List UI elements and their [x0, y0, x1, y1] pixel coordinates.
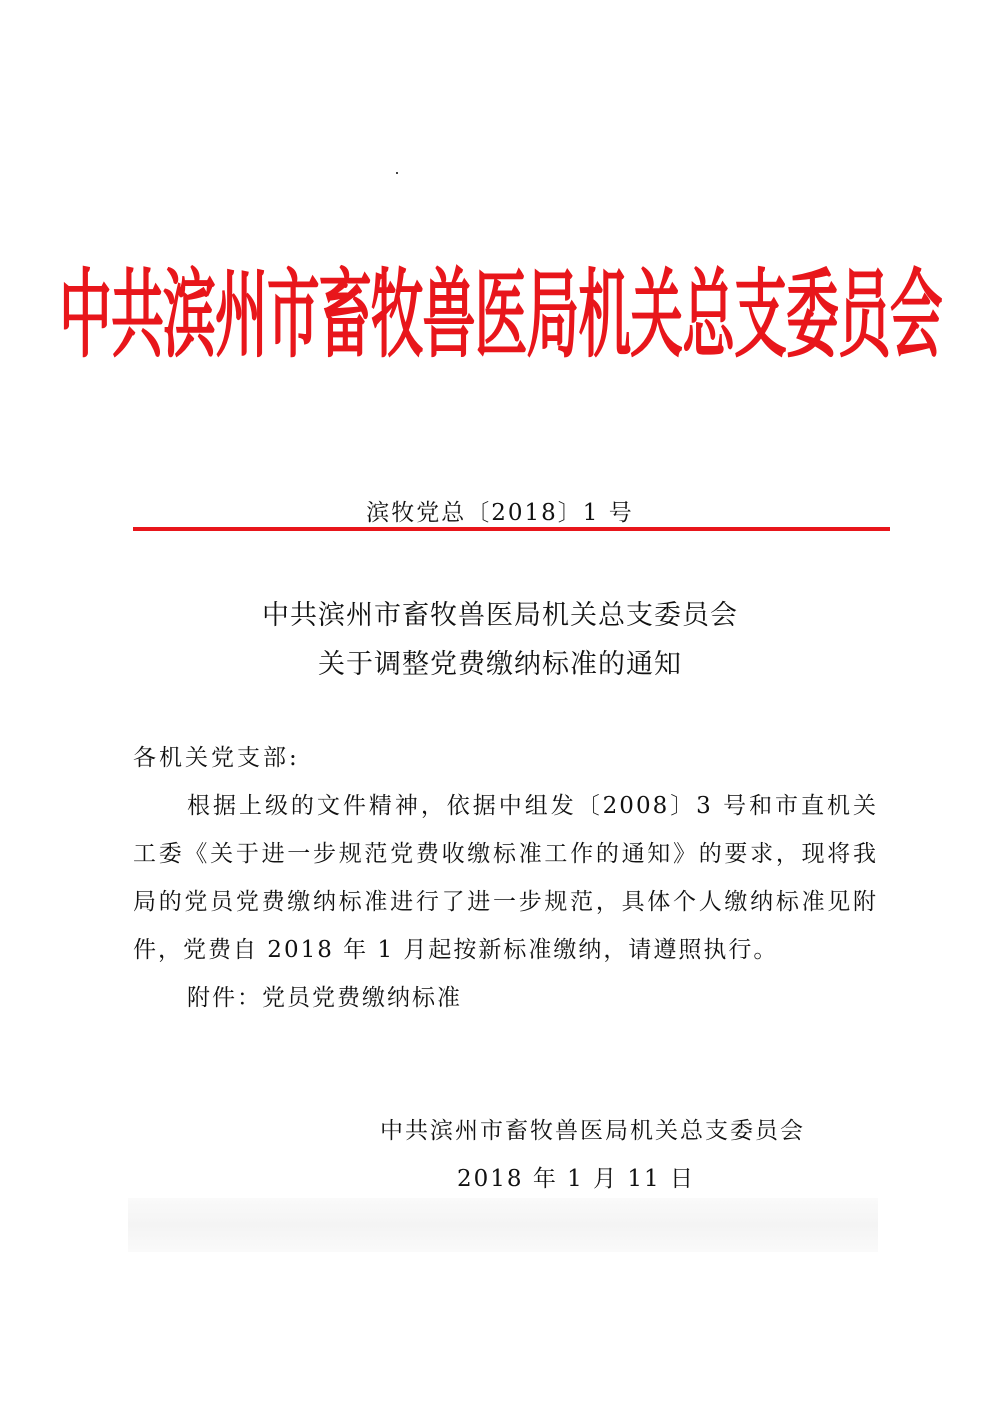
red-masthead	[0, 248, 1000, 372]
document-number: 滨牧党总〔2018〕1 号	[366, 500, 634, 526]
salutation: 各机关党支部:	[133, 745, 300, 771]
faint-seal-area	[128, 1198, 878, 1252]
notice-title-line-1: 中共滨州市畜牧兽医局机关总支委员会	[262, 600, 738, 631]
signature-organization: 中共滨州市畜牧兽医局机关总支委员会	[380, 1118, 805, 1144]
signature-date: 2018 年 1 月 11 日	[457, 1166, 695, 1192]
red-divider-line	[133, 527, 890, 531]
notice-title-line-2: 关于调整党费缴纳标准的通知	[318, 649, 682, 680]
attachment-line: 附件：党员党费缴纳标准	[187, 985, 462, 1011]
scan-mark	[396, 172, 398, 174]
masthead-title: 中共滨州市畜牧兽医局机关总支委员会	[58, 260, 942, 372]
body-paragraph: 根据上级的文件精神，依据中组发〔2008〕3 号和市直机关工委《关于进一步规范党费收缴标准工作的通知》的要求，现将我局的党员党费缴纳标准进行了进一步规范，具体个人缴纳标准见附件，党费自 2018 年 1 月起按新标准缴纳，请遵照执行。	[133, 793, 878, 963]
